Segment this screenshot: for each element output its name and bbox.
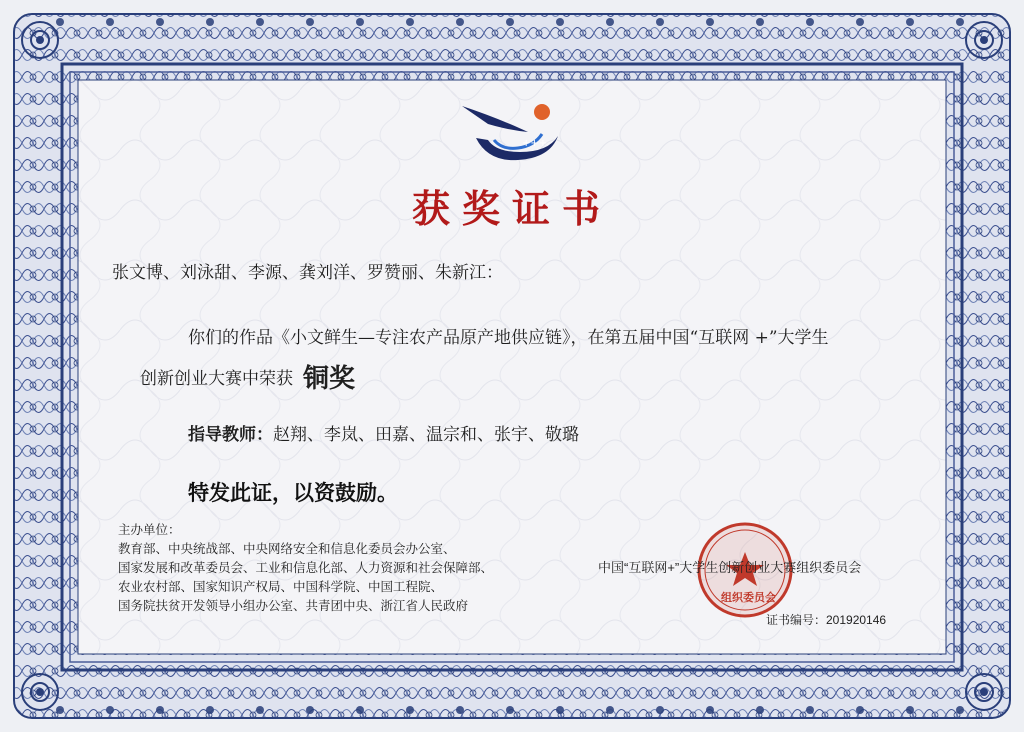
seal-text: 组织委员会 [721,592,776,604]
certificate-number: 证书编号：201920146 [766,613,887,627]
certificate-title: 获奖证书 [411,186,612,231]
organizers-block [118,521,493,616]
award-level: 铜奖 [303,364,356,394]
organizers-line: 国务院扶贫开发领导小组办公室、共青团中央、浙江省人民政府 [118,599,469,613]
body-line-2-text: 创新创业大赛中荣获 [140,369,293,389]
competition-logo-icon [458,100,568,172]
certificate-body-line-1: 你们的作品《小文鲜生—专注农产品原产地供应链》，在第五届中国“互联网 +”大学生 [188,328,829,348]
organizers-line: 教育部、中央统战部、中央网络安全和信息化委员会办公室、 [118,542,456,556]
organizers-line: 农业农村部、国家知识产权局、中国科学院、中国工程院、 [118,580,444,594]
organizers-label: 主办单位： [118,523,181,537]
organizing-committee: 中国“互联网+”大学生创新创业大赛组织委员会 [598,560,862,575]
advisors-label: 指导教师： [188,425,273,445]
certificate-body-line-2 [140,358,355,395]
advisor-names: 赵翔、李岚、田嘉、温宗和、张宇、敬璐 [273,425,579,445]
honor-statement: 特发此证，以资鼓励。 [188,480,398,505]
recipient-names: 张文博、刘泳甜、李源、龚刘洋、罗赞丽、朱新江： [112,263,503,283]
svg-text:+++: +++ [522,138,548,149]
organizers-line: 国家发展和改革委员会、工业和信息化部、人力资源和社会保障部、 [118,561,494,575]
advisors-line [188,420,579,445]
